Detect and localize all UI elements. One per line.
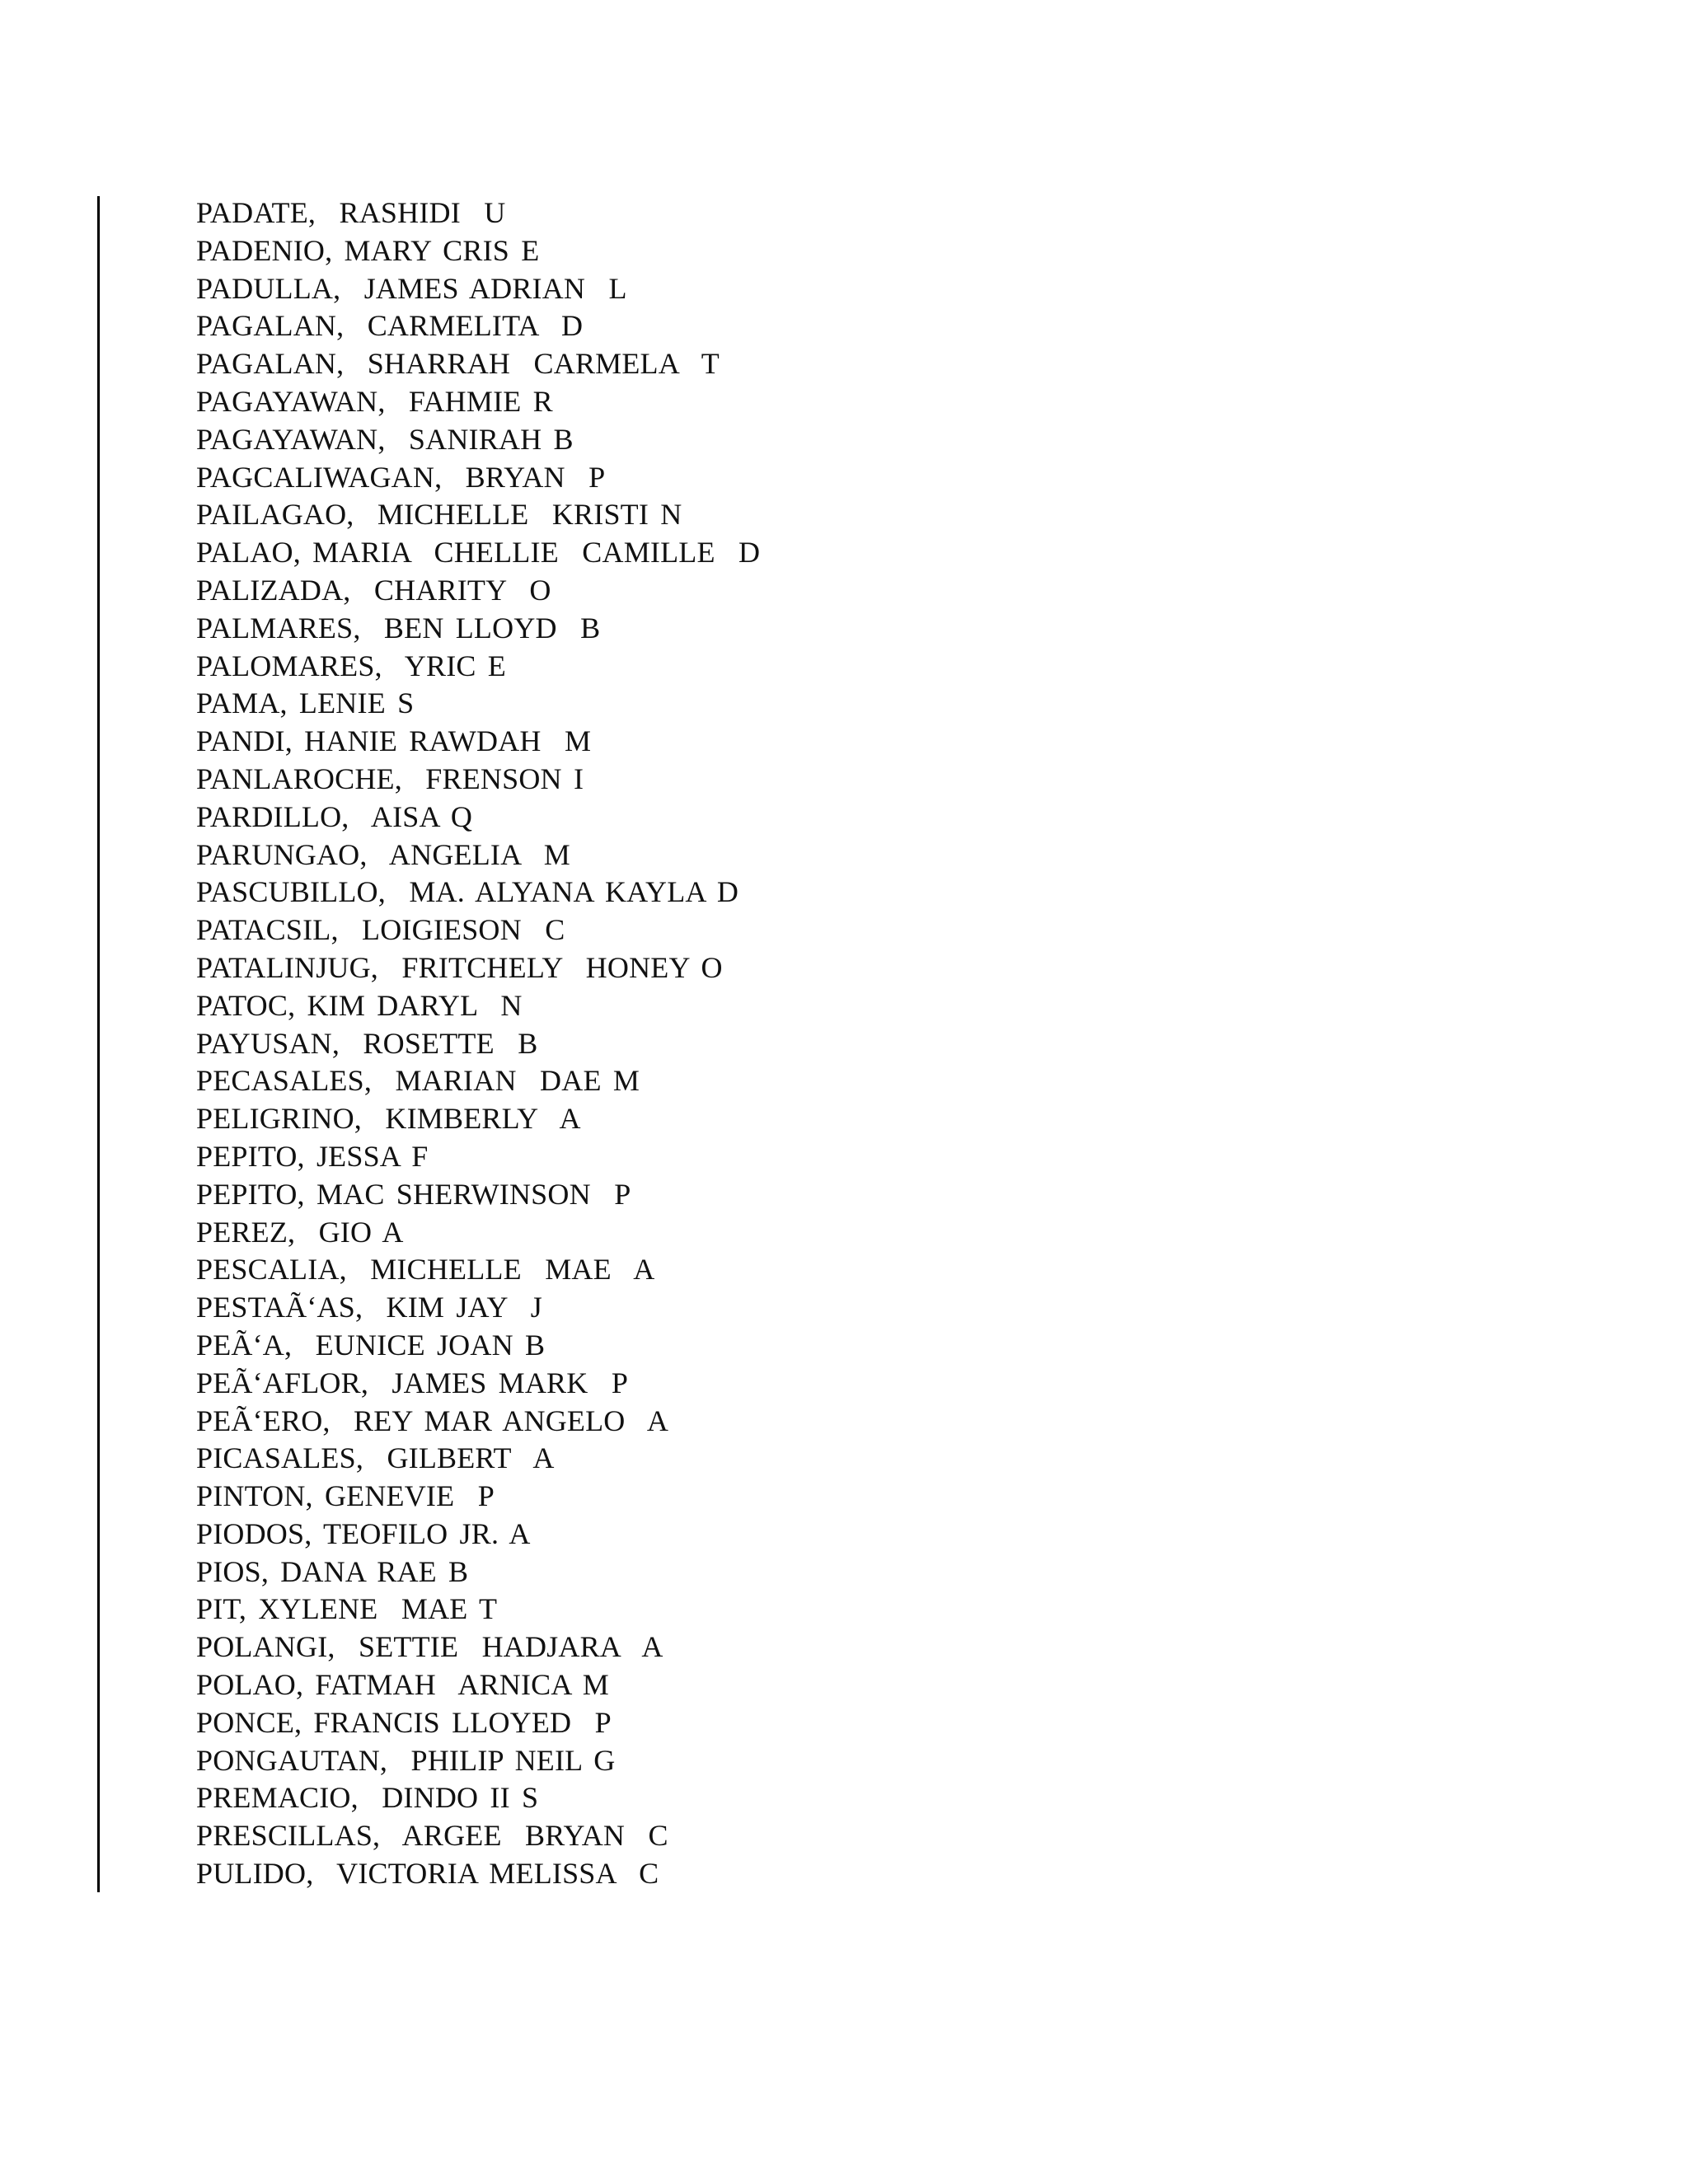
list-item: PATALINJUG, FRITCHELY HONEY O	[196, 950, 723, 984]
list-item: PARDILLO, AISA Q	[196, 799, 473, 833]
list-item: PAGALAN, SHARRAH CARMELA T	[196, 347, 720, 381]
list-item: PANDI, HANIE RAWDAH M	[196, 724, 592, 758]
list-item: PATOC, KIM DARYL N	[196, 988, 523, 1022]
list-item: PINTON, GENEVIE P	[196, 1479, 495, 1513]
list-item: PEPITO, MAC SHERWINSON P	[196, 1177, 631, 1211]
list-item: PIODOS, TEOFILO JR. A	[196, 1516, 531, 1550]
name-list	[196, 194, 760, 1893]
list-item: PONGAUTAN, PHILIP NEIL G	[196, 1743, 616, 1777]
list-item: PRESCILLAS, ARGEE BRYAN C	[196, 1819, 668, 1853]
list-item: PASCUBILLO, MA. ALYANA KAYLA D	[196, 875, 739, 909]
list-item: PICASALES, GILBERT A	[196, 1441, 555, 1475]
list-item: PULIDO, VICTORIA MELISSA C	[196, 1857, 659, 1891]
list-item: PREMACIO, DINDO II S	[196, 1781, 539, 1815]
list-item: PAGCALIWAGAN, BRYAN P	[196, 460, 606, 494]
list-item: PADULLA, JAMES ADRIAN L	[196, 271, 627, 305]
list-item: PANLAROCHE, FRENSON I	[196, 762, 584, 795]
list-item: PECASALES, MARIAN DAE M	[196, 1064, 640, 1098]
list-item: PADENIO, MARY CRIS E	[196, 233, 540, 267]
list-item: PEÃ‘A, EUNICE JOAN B	[196, 1328, 546, 1361]
list-item: PATACSIL, LOIGIESON C	[196, 913, 565, 947]
left-margin-rule	[97, 196, 100, 1892]
list-item: POLAO, FATMAH ARNICA M	[196, 1668, 610, 1702]
list-item: PAILAGAO, MICHELLE KRISTI N	[196, 498, 682, 532]
list-item: PIOS, DANA RAE B	[196, 1554, 469, 1588]
list-item: PARUNGAO, ANGELIA M	[196, 837, 570, 871]
list-item: POLANGI, SETTIE HADJARA A	[196, 1630, 663, 1664]
list-item: PAGAYAWAN, FAHMIE R	[196, 384, 553, 418]
list-item: PALIZADA, CHARITY O	[196, 573, 551, 607]
list-item: PEPITO, JESSA F	[196, 1139, 429, 1173]
list-item: PAMA, LENIE S	[196, 687, 415, 720]
list-item: PESCALIA, MICHELLE MAE A	[196, 1253, 655, 1286]
list-item: PADATE, RASHIDI U	[196, 196, 506, 229]
list-item: PAYUSAN, ROSETTE B	[196, 1026, 538, 1060]
list-item: PAGAYAWAN, SANIRAH B	[196, 422, 574, 456]
list-item: PEÃ‘ERO, REY MAR ANGELO A	[196, 1404, 669, 1437]
list-item: PALAO, MARIA CHELLIE CAMILLE D	[196, 536, 761, 569]
list-item: PESTAÃ‘AS, KIM JAY J	[196, 1291, 542, 1324]
list-item: PONCE, FRANCIS LLOYED P	[196, 1705, 612, 1739]
list-item: PEREZ, GIO A	[196, 1215, 404, 1249]
list-item: PALOMARES, YRIC E	[196, 649, 506, 682]
list-item: PELIGRINO, KIMBERLY A	[196, 1102, 581, 1136]
list-item: PEÃ‘AFLOR, JAMES MARK P	[196, 1366, 629, 1399]
list-item: PALMARES, BEN LLOYD B	[196, 611, 601, 644]
list-item: PIT, XYLENE MAE T	[196, 1592, 498, 1626]
list-item: PAGALAN, CARMELITA D	[196, 309, 584, 343]
